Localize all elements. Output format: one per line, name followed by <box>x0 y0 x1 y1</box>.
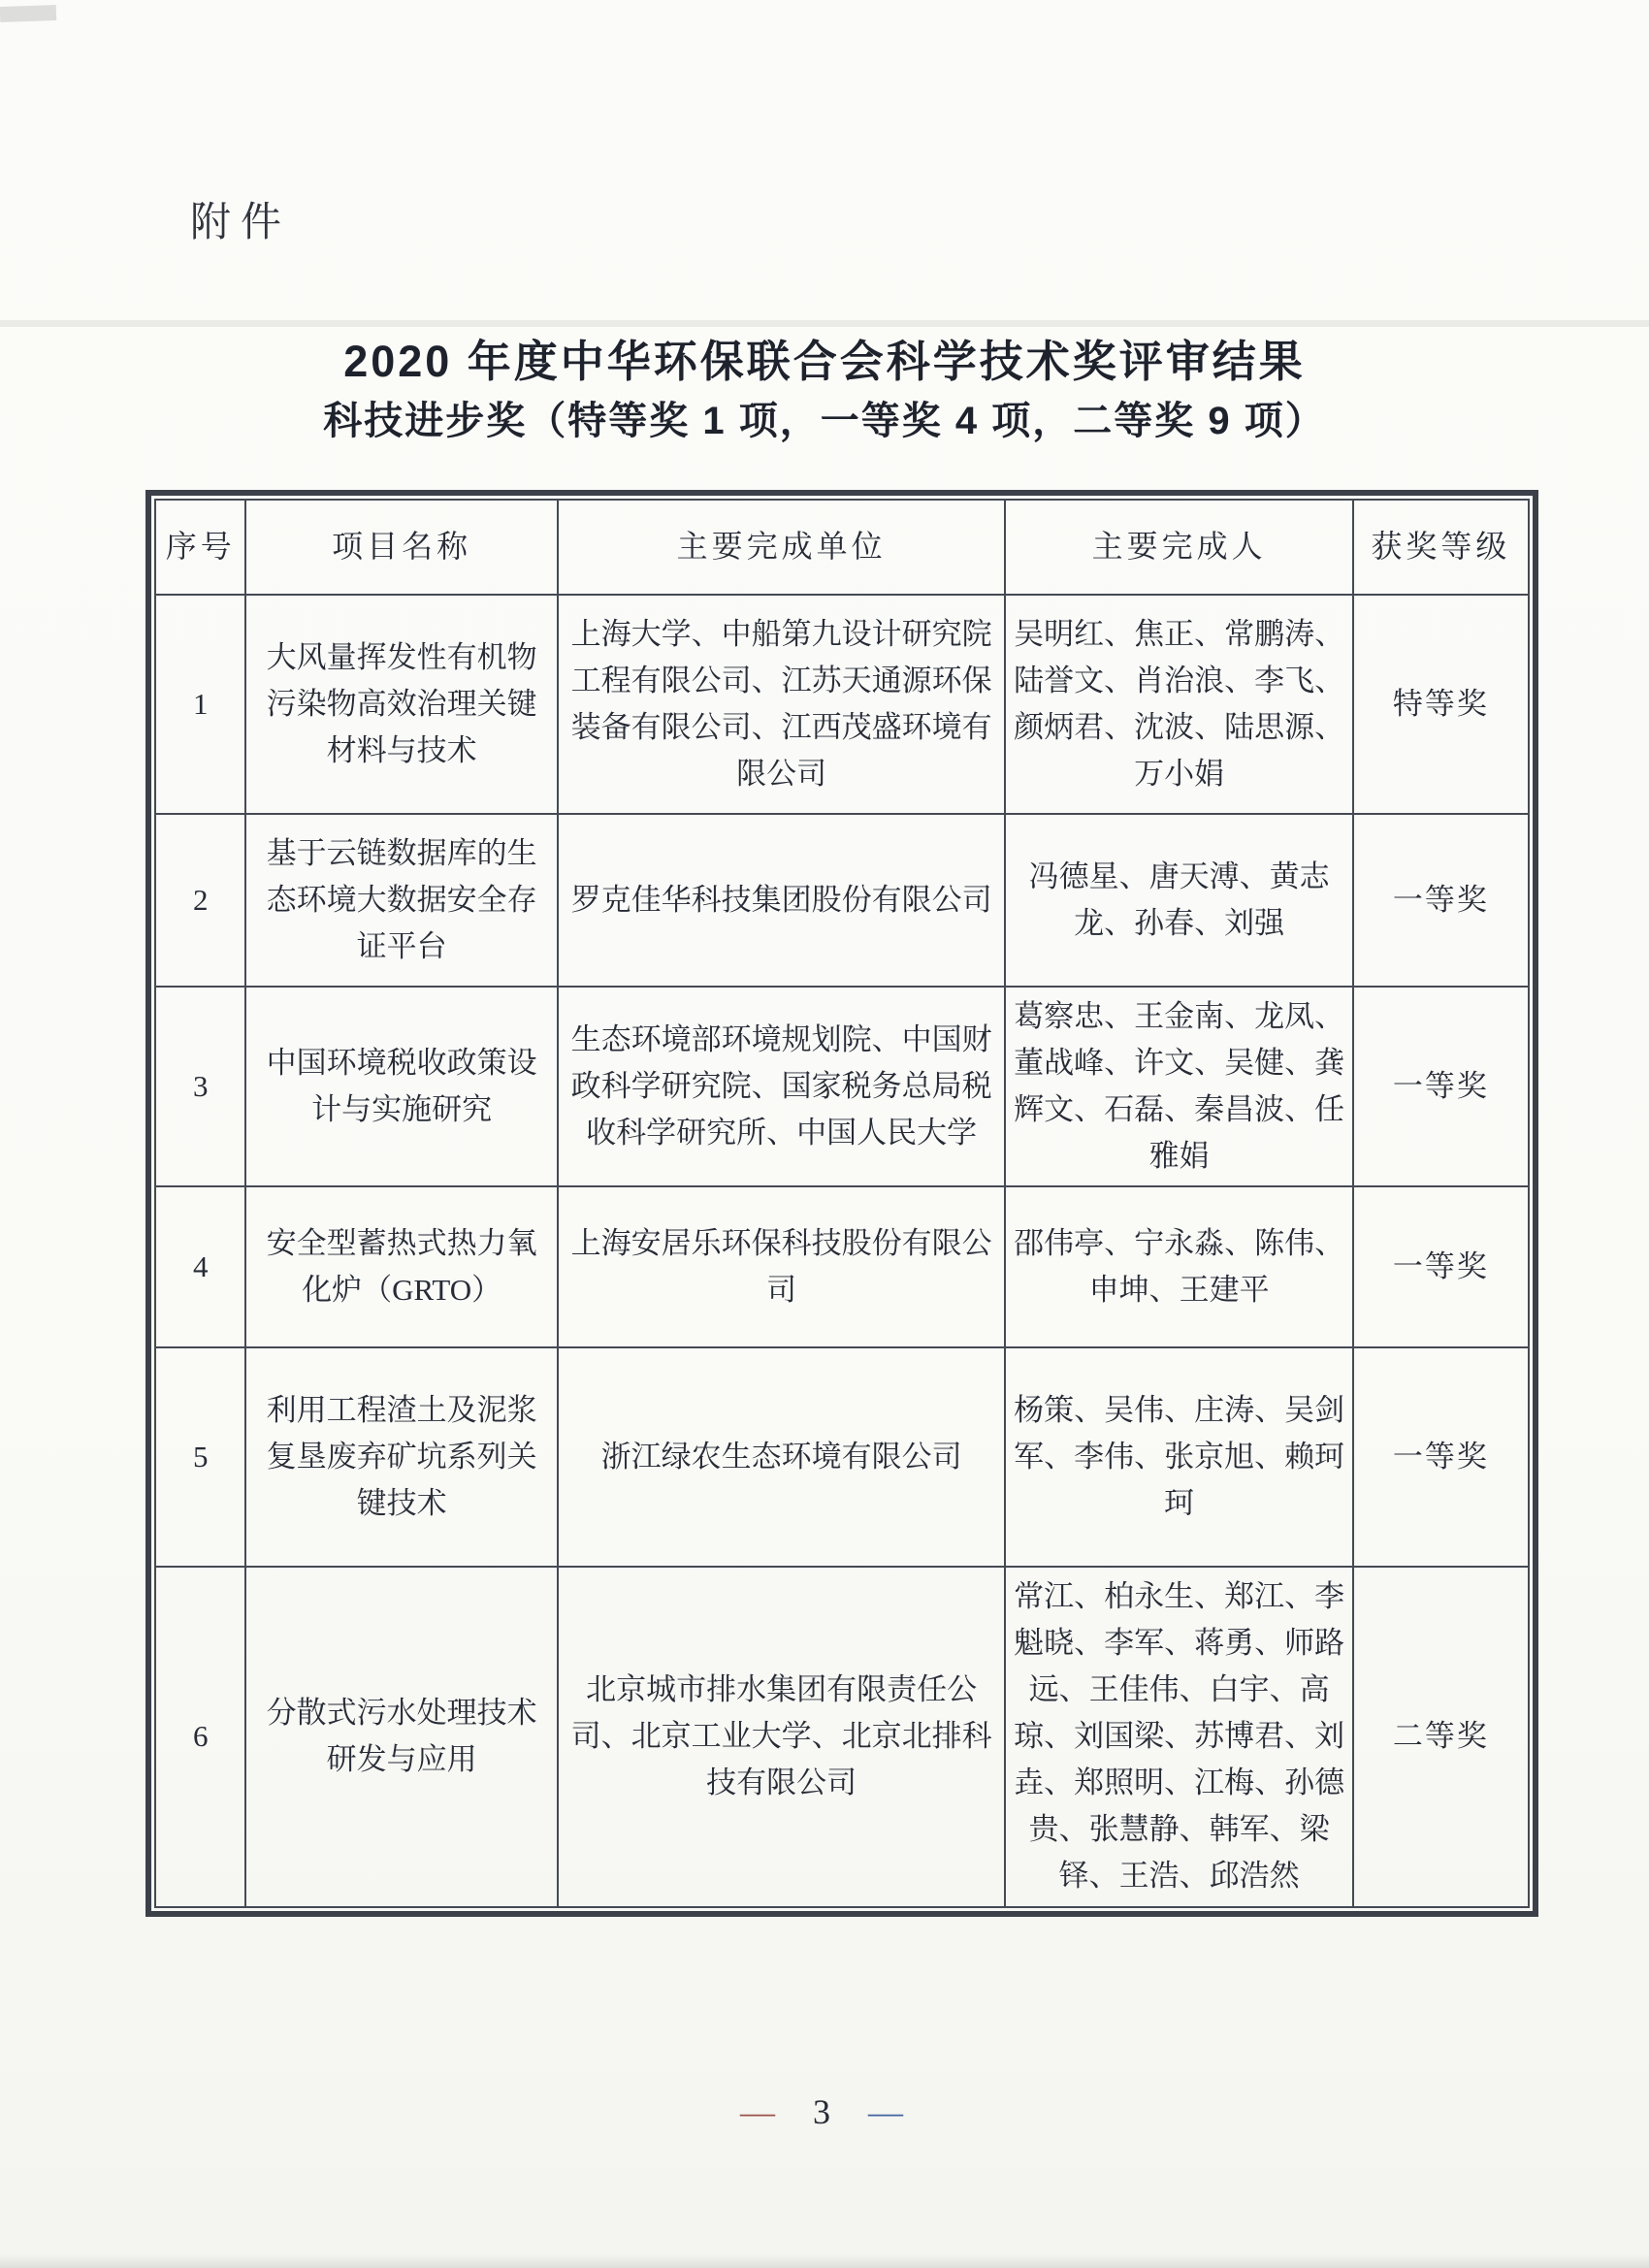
cell-units: 浙江绿农生态环境有限公司 <box>558 1347 1006 1567</box>
attachment-label: 附件 <box>190 201 292 245</box>
header-cell-people: 主要完成人 <box>1005 500 1352 595</box>
cell-award: 特等奖 <box>1353 595 1529 814</box>
cell-no: 5 <box>155 1347 245 1567</box>
document-subtitle: 科技进步奖（特等奖 1 项，一等奖 4 项，二等奖 9 项） <box>323 400 1326 442</box>
cell-project: 分散式污水处理技术研发与应用 <box>245 1567 557 1906</box>
awards-table-frame <box>146 490 1538 1917</box>
table-row <box>155 1567 1529 1906</box>
document-title: 2020 年度中华环保联合会科学技术奖评审结果 <box>343 337 1306 386</box>
page-footer <box>0 2091 1649 2132</box>
cell-award: 一等奖 <box>1353 1347 1529 1567</box>
table-row <box>155 1186 1529 1347</box>
cell-people: 吴明红、焦正、常鹏涛、陆誉文、肖治浪、李飞、颜炳君、沈波、陆思源、万小娟 <box>1005 595 1352 814</box>
header-cell-project: 项目名称 <box>245 500 557 595</box>
header-row <box>155 500 1529 595</box>
header-cell-award: 获奖等级 <box>1353 500 1529 595</box>
cell-project: 基于云链数据库的生态环境大数据安全存证平台 <box>245 814 557 987</box>
table-row <box>155 814 1529 987</box>
cell-people: 葛察忠、王金南、龙凤、董战峰、许文、吴健、龚辉文、石磊、秦昌波、任雅娟 <box>1005 987 1352 1186</box>
scan-artifact-corner <box>0 5 56 22</box>
cell-people: 冯德星、唐天溥、黄志龙、孙春、刘强 <box>1005 814 1352 987</box>
awards-table <box>154 499 1530 1908</box>
cell-award: 一等奖 <box>1353 1186 1529 1347</box>
cell-no: 6 <box>155 1567 245 1906</box>
cell-project: 大风量挥发性有机物污染物高效治理关键材料与技术 <box>245 595 557 814</box>
cell-units: 生态环境部环境规划院、中国财政科学研究院、国家税务总局税收科学研究所、中国人民大学 <box>558 987 1006 1186</box>
cell-people: 邵伟亭、宁永淼、陈伟、申坤、王建平 <box>1005 1186 1352 1347</box>
scan-artifact-bottom-edge <box>0 2254 1649 2268</box>
awards-table-body <box>155 595 1529 1907</box>
table-row <box>155 1347 1529 1567</box>
footer-dash-right: — <box>868 2092 909 2131</box>
footer-dash-left: — <box>740 2092 781 2131</box>
table-row <box>155 595 1529 814</box>
header-cell-units: 主要完成单位 <box>558 500 1006 595</box>
cell-units: 上海安居乐环保科技股份有限公司 <box>558 1186 1006 1347</box>
table-row <box>155 987 1529 1186</box>
cell-units: 上海大学、中船第九设计研究院工程有限公司、江苏天通源环保装备有限公司、江西茂盛环境有限公司 <box>558 595 1006 814</box>
cell-project: 利用工程渣土及泥浆复垦废弃矿坑系列关键技术 <box>245 1347 557 1567</box>
cell-people: 杨策、吴伟、庄涛、吴剑军、李伟、张京旭、赖珂珂 <box>1005 1347 1352 1567</box>
cell-no: 1 <box>155 595 245 814</box>
cell-award: 一等奖 <box>1353 987 1529 1186</box>
cell-no: 2 <box>155 814 245 987</box>
cell-award: 二等奖 <box>1353 1567 1529 1906</box>
cell-people: 常江、柏永生、郑江、李魁晓、李军、蒋勇、师路远、王佳伟、白宇、高琼、刘国梁、苏博君、刘垚、郑照明、江梅、孙德贵、张慧静、韩军、梁铎、王浩、邱浩然 <box>1005 1567 1352 1906</box>
footer-page-number: 3 <box>813 2092 836 2131</box>
cell-project: 安全型蓄热式热力氧化炉（GRTO） <box>245 1186 557 1347</box>
cell-units: 北京城市排水集团有限责任公司、北京工业大学、北京北排科技有限公司 <box>558 1567 1006 1906</box>
cell-award: 一等奖 <box>1353 814 1529 987</box>
cell-units: 罗克佳华科技集团股份有限公司 <box>558 814 1006 987</box>
header-cell-no: 序号 <box>155 500 245 595</box>
cell-no: 3 <box>155 987 245 1186</box>
cell-no: 4 <box>155 1186 245 1347</box>
cell-project: 中国环境税收政策设计与实施研究 <box>245 987 557 1186</box>
